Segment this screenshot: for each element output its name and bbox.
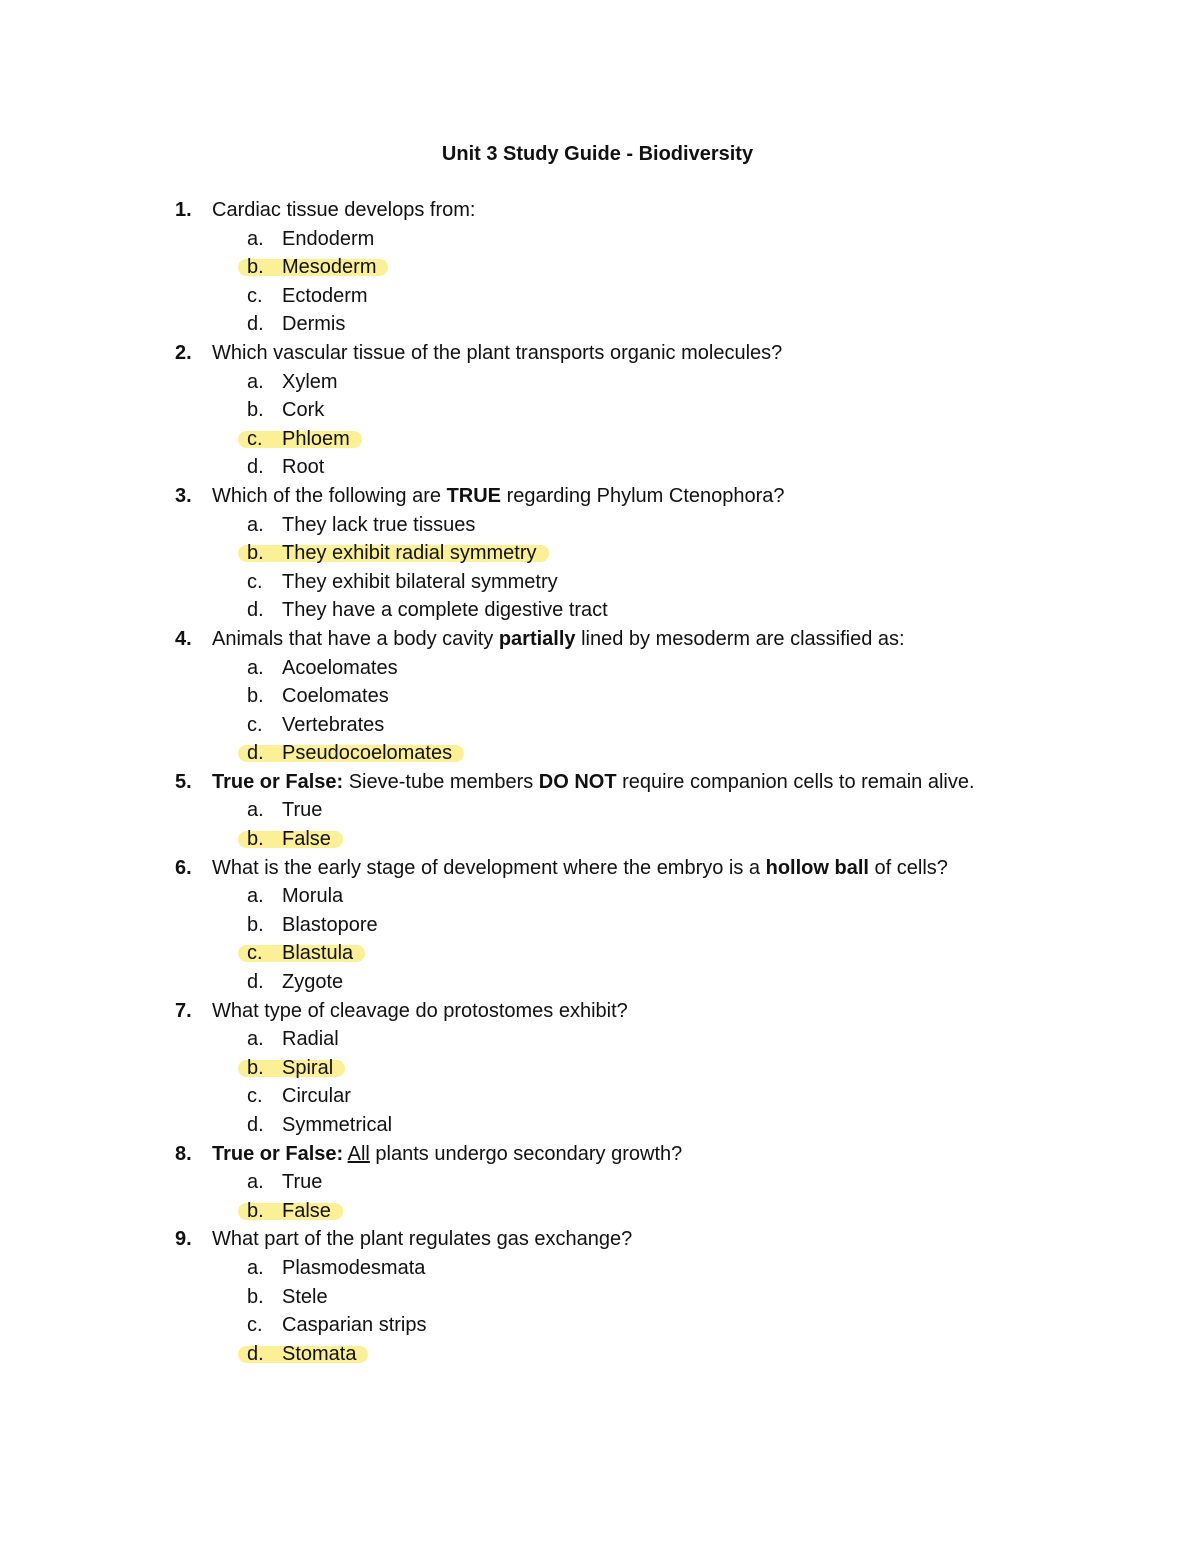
option-letter: d. [247, 599, 264, 622]
answer-option-correct [0, 539, 1200, 568]
option-letter: b. [247, 256, 264, 279]
option-letter: c. [247, 284, 263, 307]
option-text: Plasmodesmata [282, 1256, 426, 1279]
option-text: False [282, 1199, 331, 1222]
answer-option [0, 568, 1200, 597]
question-segment: Which vascular tissue of the plant transports organic molecules? [212, 341, 783, 364]
answer-option [0, 968, 1200, 997]
option-letter: c. [247, 427, 263, 450]
option-text: Circular [282, 1085, 351, 1108]
question-segment: Sieve-tube members [343, 770, 539, 793]
question-row [0, 1225, 1200, 1254]
question-emphasis: partially [498, 627, 576, 650]
question-segment: plants undergo secondary growth? [369, 1142, 683, 1165]
question-number: 1. [175, 199, 192, 221]
option-text: They have a complete digestive tract [282, 599, 608, 622]
question-text [212, 768, 975, 797]
option-text: False [282, 828, 331, 851]
option-letter: b. [247, 1199, 264, 1222]
answer-option [0, 368, 1200, 397]
question-text [212, 625, 905, 654]
question-number: 9. [175, 1228, 192, 1251]
option-text: Blastula [282, 942, 354, 965]
question-row [0, 625, 1200, 654]
question-row [0, 854, 1200, 883]
option-text: Pseudocoelomates [282, 742, 453, 765]
option-text: True [282, 799, 323, 822]
option-text: Xylem [282, 370, 338, 393]
question-number: 7. [175, 999, 192, 1022]
option-letter: a. [247, 1028, 264, 1051]
option-text: True [282, 1171, 323, 1194]
question-segment: Which of the following are [212, 484, 447, 507]
answer-option-correct [0, 425, 1200, 454]
option-text: Zygote [282, 971, 344, 994]
question-row [0, 1140, 1200, 1169]
option-letter: d. [247, 456, 264, 479]
option-text: Symmetrical [282, 1114, 393, 1136]
option-letter: c. [247, 1085, 263, 1108]
option-text: Vertebrates [282, 713, 385, 736]
question-row [0, 997, 1200, 1026]
question-number: 8. [175, 1142, 192, 1165]
answer-option [0, 1168, 1200, 1197]
question-row [0, 482, 1200, 511]
answer-option [0, 310, 1200, 339]
option-text: Spiral [282, 1056, 334, 1079]
answer-option [0, 711, 1200, 740]
option-letter: b. [247, 913, 264, 936]
answer-option [0, 453, 1200, 482]
question-segment: require companion cells to remain alive. [616, 770, 975, 793]
option-text: They exhibit bilateral symmetry [282, 570, 558, 593]
answer-option [0, 225, 1200, 254]
option-text: They lack true tissues [282, 513, 476, 536]
option-text: Acoelomates [282, 656, 398, 679]
question-number: 2. [175, 341, 192, 364]
question-number: 4. [175, 627, 192, 650]
answer-option-correct [0, 1197, 1200, 1226]
option-text: Morula [282, 885, 344, 908]
option-text: Phloem [282, 427, 350, 450]
option-text: Blastopore [282, 913, 378, 936]
option-letter: b. [247, 542, 264, 565]
question-text [212, 196, 475, 225]
answer-option [0, 682, 1200, 711]
question-emphasis: DO NOT [538, 770, 617, 793]
question-list [0, 196, 1200, 1368]
question-text [212, 339, 782, 368]
page-title: Unit 3 Study Guide - Biodiversity [441, 143, 754, 165]
question-emphasis: True or False: [212, 1142, 344, 1165]
option-text: Root [282, 456, 325, 479]
question-number: 5. [175, 770, 192, 793]
option-text: Stele [282, 1285, 328, 1308]
option-text: Coelomates [282, 685, 389, 708]
option-text: Dermis [282, 313, 346, 336]
option-letter: b. [247, 1056, 264, 1079]
option-letter: d. [247, 971, 264, 994]
answer-option-correct [0, 1054, 1200, 1083]
option-text: Ectoderm [282, 284, 368, 307]
answer-option [0, 1311, 1200, 1340]
question-text [212, 482, 785, 511]
question-row [0, 768, 1200, 797]
question-segment: Animals that have a body cavity [212, 627, 499, 650]
answer-option-correct [0, 825, 1200, 854]
question-number: 3. [175, 484, 192, 507]
answer-option [0, 596, 1200, 625]
option-text: Casparian strips [282, 1314, 427, 1337]
question-emphasis: TRUE [446, 484, 502, 507]
option-letter: c. [247, 942, 263, 965]
option-letter: b. [247, 828, 264, 851]
option-letter: a. [247, 370, 264, 393]
option-letter: b. [247, 685, 264, 708]
answer-option-correct [0, 939, 1200, 968]
question-underline: All [347, 1142, 370, 1165]
question-number: 6. [175, 856, 192, 879]
answer-option [0, 1025, 1200, 1054]
option-letter: a. [247, 513, 264, 536]
option-letter: d. [247, 1342, 264, 1365]
option-text: Stomata [282, 1342, 357, 1365]
option-letter: b. [247, 399, 264, 422]
question-segment: Cardiac tissue develops from: [212, 199, 476, 221]
option-letter: b. [247, 1285, 264, 1308]
option-letter: a. [247, 1256, 264, 1279]
option-letter: a. [247, 656, 264, 679]
option-letter: a. [247, 799, 264, 822]
option-text: Mesoderm [282, 256, 377, 279]
question-segment: What is the early stage of development where the embryo is a [212, 856, 766, 879]
option-letter: a. [247, 1171, 264, 1194]
answer-option [0, 654, 1200, 683]
answer-option-correct [0, 1340, 1200, 1369]
answer-option [0, 1082, 1200, 1111]
answer-option [0, 796, 1200, 825]
option-letter: c. [247, 713, 263, 736]
option-letter: d. [247, 313, 264, 336]
question-segment: lined by mesoderm are classified as: [575, 627, 905, 650]
answer-option [0, 511, 1200, 540]
answer-option-correct [0, 253, 1200, 282]
option-letter: a. [247, 227, 264, 250]
question-text [212, 1225, 632, 1254]
question-emphasis: hollow ball [765, 856, 869, 879]
question-segment: What part of the plant regulates gas exchange? [212, 1228, 633, 1251]
question-row [0, 196, 1200, 225]
question-row [0, 339, 1200, 368]
question-emphasis: True or False: [212, 770, 344, 793]
option-text: Endoderm [282, 227, 375, 250]
answer-option [0, 882, 1200, 911]
answer-option [0, 1283, 1200, 1312]
option-letter: c. [247, 570, 263, 593]
answer-option [0, 396, 1200, 425]
question-text [212, 1140, 682, 1169]
option-text: They exhibit radial symmetry [282, 542, 537, 565]
option-text: Radial [282, 1028, 339, 1051]
question-segment: regarding Phylum Ctenophora? [501, 484, 785, 507]
answer-option [0, 282, 1200, 311]
answer-option-correct [0, 739, 1200, 768]
option-letter: d. [247, 1114, 264, 1136]
question-text [212, 997, 628, 1026]
question-segment: of cells? [868, 856, 948, 879]
option-text: Cork [282, 399, 325, 422]
option-letter: a. [247, 885, 264, 908]
option-letter: c. [247, 1314, 263, 1337]
question-text [212, 854, 948, 883]
answer-option [0, 1111, 1200, 1140]
option-letter: d. [247, 742, 264, 765]
answer-option [0, 911, 1200, 940]
question-segment: What type of cleavage do protostomes exhibit? [212, 999, 628, 1022]
answer-option [0, 1254, 1200, 1283]
